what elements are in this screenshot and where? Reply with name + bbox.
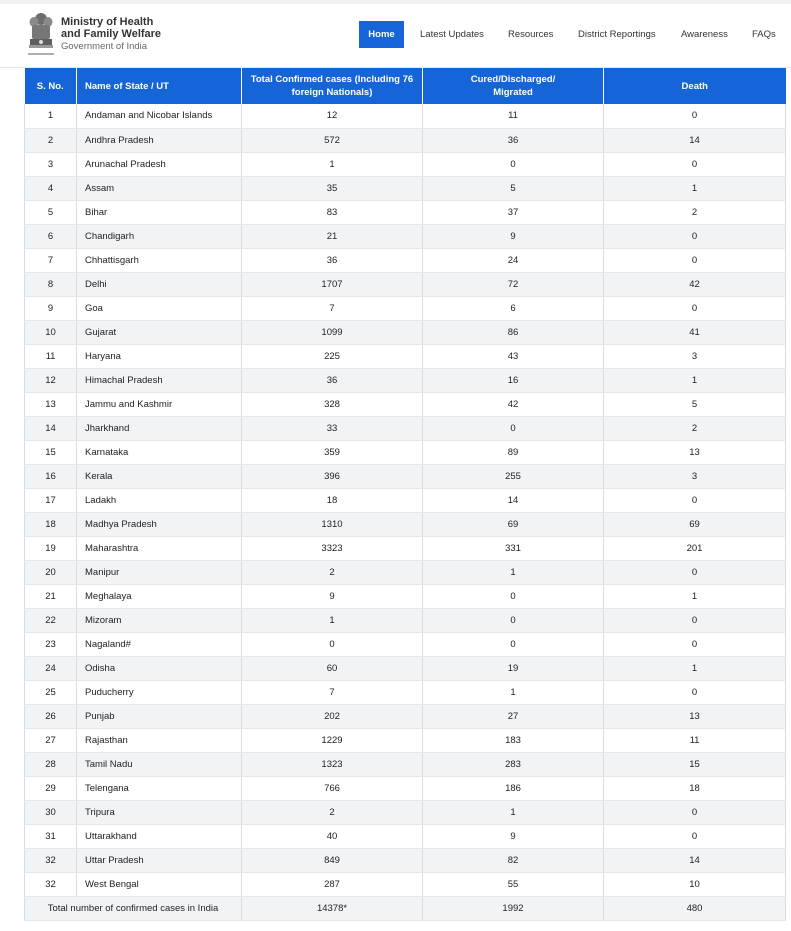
nav-home[interactable]: Home xyxy=(359,21,404,48)
cell-confirmed: 1 xyxy=(242,608,423,632)
cell-death: 18 xyxy=(604,776,786,800)
cell-sno: 18 xyxy=(25,512,77,536)
table-row xyxy=(25,440,786,464)
cell-death: 0 xyxy=(604,488,786,512)
total-confirmed: 14378* xyxy=(242,896,423,920)
cell-state-name: Tripura xyxy=(77,800,242,824)
cell-cured: 1 xyxy=(423,680,604,704)
table-row xyxy=(25,176,786,200)
cell-cured: 1 xyxy=(423,560,604,584)
cell-sno: 12 xyxy=(25,368,77,392)
cell-confirmed: 1323 xyxy=(242,752,423,776)
cell-state-name: Andaman and Nicobar Islands xyxy=(77,104,242,128)
table-row xyxy=(25,224,786,248)
table-row xyxy=(25,464,786,488)
total-death: 480 xyxy=(604,896,786,920)
table-row xyxy=(25,296,786,320)
cell-death: 11 xyxy=(604,728,786,752)
cell-sno: 2 xyxy=(25,128,77,152)
cell-cured: 89 xyxy=(423,440,604,464)
cell-sno: 16 xyxy=(25,464,77,488)
cell-sno: 13 xyxy=(25,392,77,416)
cell-cured: 255 xyxy=(423,464,604,488)
site-header xyxy=(0,4,791,68)
cell-death: 14 xyxy=(604,128,786,152)
national-emblem-icon[interactable] xyxy=(24,10,58,62)
cell-death: 0 xyxy=(604,224,786,248)
cell-sno: 14 xyxy=(25,416,77,440)
cell-confirmed: 36 xyxy=(242,248,423,272)
cell-sno: 15 xyxy=(25,440,77,464)
header-confirmed-line1: Total Confirmed cases (Including 76 xyxy=(250,74,414,85)
cell-state-name: Chhattisgarh xyxy=(77,248,242,272)
header-cured xyxy=(423,68,604,104)
cell-cured: 19 xyxy=(423,656,604,680)
table-row xyxy=(25,656,786,680)
cell-state-name: Assam xyxy=(77,176,242,200)
cell-state-name: Mizoram xyxy=(77,608,242,632)
cell-confirmed: 328 xyxy=(242,392,423,416)
cell-cured: 331 xyxy=(423,536,604,560)
cell-sno: 8 xyxy=(25,272,77,296)
cell-sno: 1 xyxy=(25,104,77,128)
cell-state-name: Goa xyxy=(77,296,242,320)
cell-confirmed: 359 xyxy=(242,440,423,464)
cell-confirmed: 9 xyxy=(242,584,423,608)
table-row xyxy=(25,200,786,224)
cell-death: 0 xyxy=(604,632,786,656)
header-sno: S. No. xyxy=(25,68,77,104)
cell-confirmed: 21 xyxy=(242,224,423,248)
cell-state-name: Uttar Pradesh xyxy=(77,848,242,872)
cell-death: 0 xyxy=(604,680,786,704)
cell-confirmed: 1229 xyxy=(242,728,423,752)
cell-confirmed: 572 xyxy=(242,128,423,152)
cell-state-name: Chandigarh xyxy=(77,224,242,248)
header-cured-line1: Cured/Discharged/ xyxy=(470,74,556,85)
brand-line-2: and Family Welfare xyxy=(61,27,162,40)
cell-death: 5 xyxy=(604,392,786,416)
cell-sno: 11 xyxy=(25,344,77,368)
table-row xyxy=(25,848,786,872)
cell-cured: 183 xyxy=(423,728,604,752)
cell-death: 0 xyxy=(604,608,786,632)
cell-cured: 0 xyxy=(423,584,604,608)
cell-death: 0 xyxy=(604,248,786,272)
brand-block[interactable] xyxy=(61,17,161,53)
table-row xyxy=(25,416,786,440)
cell-state-name: Punjab xyxy=(77,704,242,728)
cell-cured: 11 xyxy=(423,104,604,128)
cell-cured: 69 xyxy=(423,512,604,536)
cell-death: 10 xyxy=(604,872,786,896)
cell-state-name: Maharashtra xyxy=(77,536,242,560)
cell-cured: 86 xyxy=(423,320,604,344)
cell-confirmed: 36 xyxy=(242,368,423,392)
table-row xyxy=(25,272,786,296)
table-row xyxy=(25,872,786,896)
cell-confirmed: 18 xyxy=(242,488,423,512)
table-row xyxy=(25,752,786,776)
cell-death: 2 xyxy=(604,416,786,440)
cell-confirmed: 1 xyxy=(242,152,423,176)
cell-sno: 24 xyxy=(25,656,77,680)
cell-death: 3 xyxy=(604,344,786,368)
cell-death: 1 xyxy=(604,176,786,200)
cell-confirmed: 1310 xyxy=(242,512,423,536)
cell-state-name: Arunachal Pradesh xyxy=(77,152,242,176)
nav-district-reportings[interactable]: District Reportings xyxy=(578,29,656,40)
cell-confirmed: 40 xyxy=(242,824,423,848)
nav-awareness[interactable]: Awareness xyxy=(681,29,728,40)
cell-confirmed: 766 xyxy=(242,776,423,800)
cell-cured: 72 xyxy=(423,272,604,296)
cell-state-name: Himachal Pradesh xyxy=(77,368,242,392)
cell-confirmed: 2 xyxy=(242,800,423,824)
cell-confirmed: 0 xyxy=(242,632,423,656)
table-row xyxy=(25,368,786,392)
cell-state-name: Meghalaya xyxy=(77,584,242,608)
header-confirmed-line2: foreign Nationals) xyxy=(291,87,373,98)
cell-confirmed: 287 xyxy=(242,872,423,896)
cell-state-name: Gujarat xyxy=(77,320,242,344)
cell-state-name: Tamil Nadu xyxy=(77,752,242,776)
cell-confirmed: 83 xyxy=(242,200,423,224)
table-header-row xyxy=(25,68,786,104)
cell-death: 0 xyxy=(604,296,786,320)
cell-sno: 9 xyxy=(25,296,77,320)
cell-sno: 28 xyxy=(25,752,77,776)
header-confirmed xyxy=(242,68,423,104)
table-row xyxy=(25,632,786,656)
table-row xyxy=(25,344,786,368)
table-row xyxy=(25,152,786,176)
table-row xyxy=(25,392,786,416)
cell-state-name: Haryana xyxy=(77,344,242,368)
cell-sno: 29 xyxy=(25,776,77,800)
header-death: Death xyxy=(604,68,786,104)
cell-cured: 16 xyxy=(423,368,604,392)
cell-state-name: West Bengal xyxy=(77,872,242,896)
cell-death: 2 xyxy=(604,200,786,224)
cell-confirmed: 2 xyxy=(242,560,423,584)
cell-confirmed: 396 xyxy=(242,464,423,488)
cell-state-name: Uttarakhand xyxy=(77,824,242,848)
cell-death: 13 xyxy=(604,440,786,464)
cell-confirmed: 849 xyxy=(242,848,423,872)
cell-sno: 32 xyxy=(25,848,77,872)
cell-sno: 7 xyxy=(25,248,77,272)
cell-confirmed: 7 xyxy=(242,680,423,704)
cell-cured: 9 xyxy=(423,824,604,848)
table-row xyxy=(25,248,786,272)
cell-death: 69 xyxy=(604,512,786,536)
cell-state-name: Telengana xyxy=(77,776,242,800)
cell-sno: 30 xyxy=(25,800,77,824)
cell-cured: 43 xyxy=(423,344,604,368)
cell-death: 42 xyxy=(604,272,786,296)
cell-sno: 32 xyxy=(25,872,77,896)
cell-death: 1 xyxy=(604,656,786,680)
cell-confirmed: 60 xyxy=(242,656,423,680)
cell-cured: 283 xyxy=(423,752,604,776)
table-row xyxy=(25,680,786,704)
nav-latest-updates[interactable]: Latest Updates xyxy=(420,29,484,40)
cell-confirmed: 1707 xyxy=(242,272,423,296)
cell-state-name: Andhra Pradesh xyxy=(77,128,242,152)
cell-death: 15 xyxy=(604,752,786,776)
cell-death: 1 xyxy=(604,584,786,608)
cell-state-name: Karnataka xyxy=(77,440,242,464)
cell-sno: 6 xyxy=(25,224,77,248)
cell-cured: 6 xyxy=(423,296,604,320)
table-row xyxy=(25,608,786,632)
cell-death: 0 xyxy=(604,824,786,848)
cell-state-name: Ladakh xyxy=(77,488,242,512)
cell-cured: 55 xyxy=(423,872,604,896)
table-row xyxy=(25,800,786,824)
cell-sno: 21 xyxy=(25,584,77,608)
cell-cured: 9 xyxy=(423,224,604,248)
cell-state-name: Odisha xyxy=(77,656,242,680)
header-state-name: Name of State / UT xyxy=(77,68,242,104)
total-row xyxy=(25,896,786,920)
cell-confirmed: 12 xyxy=(242,104,423,128)
cell-death: 0 xyxy=(604,800,786,824)
cell-confirmed: 33 xyxy=(242,416,423,440)
table-row xyxy=(25,728,786,752)
table-row xyxy=(25,584,786,608)
cell-confirmed: 35 xyxy=(242,176,423,200)
total-cured: 1992 xyxy=(423,896,604,920)
cell-cured: 36 xyxy=(423,128,604,152)
covid-cases-table xyxy=(24,68,786,921)
brand-line-1: Ministry of Health xyxy=(61,16,154,28)
cell-sno: 31 xyxy=(25,824,77,848)
cell-cured: 24 xyxy=(423,248,604,272)
cell-death: 13 xyxy=(604,704,786,728)
brand-line-3: Government of India xyxy=(61,41,148,52)
table-row xyxy=(25,776,786,800)
cell-state-name: Jammu and Kashmir xyxy=(77,392,242,416)
cell-sno: 26 xyxy=(25,704,77,728)
nav-faqs[interactable]: FAQs xyxy=(752,29,776,40)
cell-state-name: Rajasthan xyxy=(77,728,242,752)
cell-sno: 20 xyxy=(25,560,77,584)
table-row xyxy=(25,512,786,536)
cell-state-name: Jharkhand xyxy=(77,416,242,440)
cell-confirmed: 7 xyxy=(242,296,423,320)
cell-sno: 4 xyxy=(25,176,77,200)
cell-death: 1 xyxy=(604,368,786,392)
cell-death: 0 xyxy=(604,560,786,584)
cell-state-name: Kerala xyxy=(77,464,242,488)
cell-cured: 0 xyxy=(423,416,604,440)
cell-death: 41 xyxy=(604,320,786,344)
cell-cured: 14 xyxy=(423,488,604,512)
nav-resources[interactable]: Resources xyxy=(508,29,554,40)
cell-state-name: Manipur xyxy=(77,560,242,584)
cell-sno: 5 xyxy=(25,200,77,224)
cell-death: 0 xyxy=(604,152,786,176)
header-cured-line2: Migrated xyxy=(493,87,533,98)
table-row xyxy=(25,704,786,728)
cell-sno: 10 xyxy=(25,320,77,344)
cell-death: 3 xyxy=(604,464,786,488)
cell-state-name: Bihar xyxy=(77,200,242,224)
cell-cured: 82 xyxy=(423,848,604,872)
cell-sno: 27 xyxy=(25,728,77,752)
cell-death: 0 xyxy=(604,104,786,128)
cell-death: 14 xyxy=(604,848,786,872)
cell-state-name: Madhya Pradesh xyxy=(77,512,242,536)
cell-cured: 5 xyxy=(423,176,604,200)
cell-sno: 22 xyxy=(25,608,77,632)
cell-death: 201 xyxy=(604,536,786,560)
cell-confirmed: 1099 xyxy=(242,320,423,344)
cell-cured: 0 xyxy=(423,152,604,176)
cell-sno: 19 xyxy=(25,536,77,560)
table-row xyxy=(25,560,786,584)
cell-state-name: Nagaland# xyxy=(77,632,242,656)
cell-cured: 27 xyxy=(423,704,604,728)
cell-cured: 37 xyxy=(423,200,604,224)
cell-sno: 17 xyxy=(25,488,77,512)
cell-cured: 42 xyxy=(423,392,604,416)
cell-confirmed: 3323 xyxy=(242,536,423,560)
table-row xyxy=(25,320,786,344)
cell-cured: 0 xyxy=(423,632,604,656)
cell-sno: 3 xyxy=(25,152,77,176)
cell-sno: 23 xyxy=(25,632,77,656)
table-row xyxy=(25,488,786,512)
table-row xyxy=(25,104,786,128)
cell-cured: 186 xyxy=(423,776,604,800)
cell-confirmed: 202 xyxy=(242,704,423,728)
table-row xyxy=(25,824,786,848)
cell-state-name: Puducherry xyxy=(77,680,242,704)
cell-state-name: Delhi xyxy=(77,272,242,296)
cell-confirmed: 225 xyxy=(242,344,423,368)
cell-cured: 1 xyxy=(423,800,604,824)
cell-cured: 0 xyxy=(423,608,604,632)
table-row xyxy=(25,128,786,152)
total-label: Total number of confirmed cases in India xyxy=(25,896,242,920)
cell-sno: 25 xyxy=(25,680,77,704)
table-row xyxy=(25,536,786,560)
